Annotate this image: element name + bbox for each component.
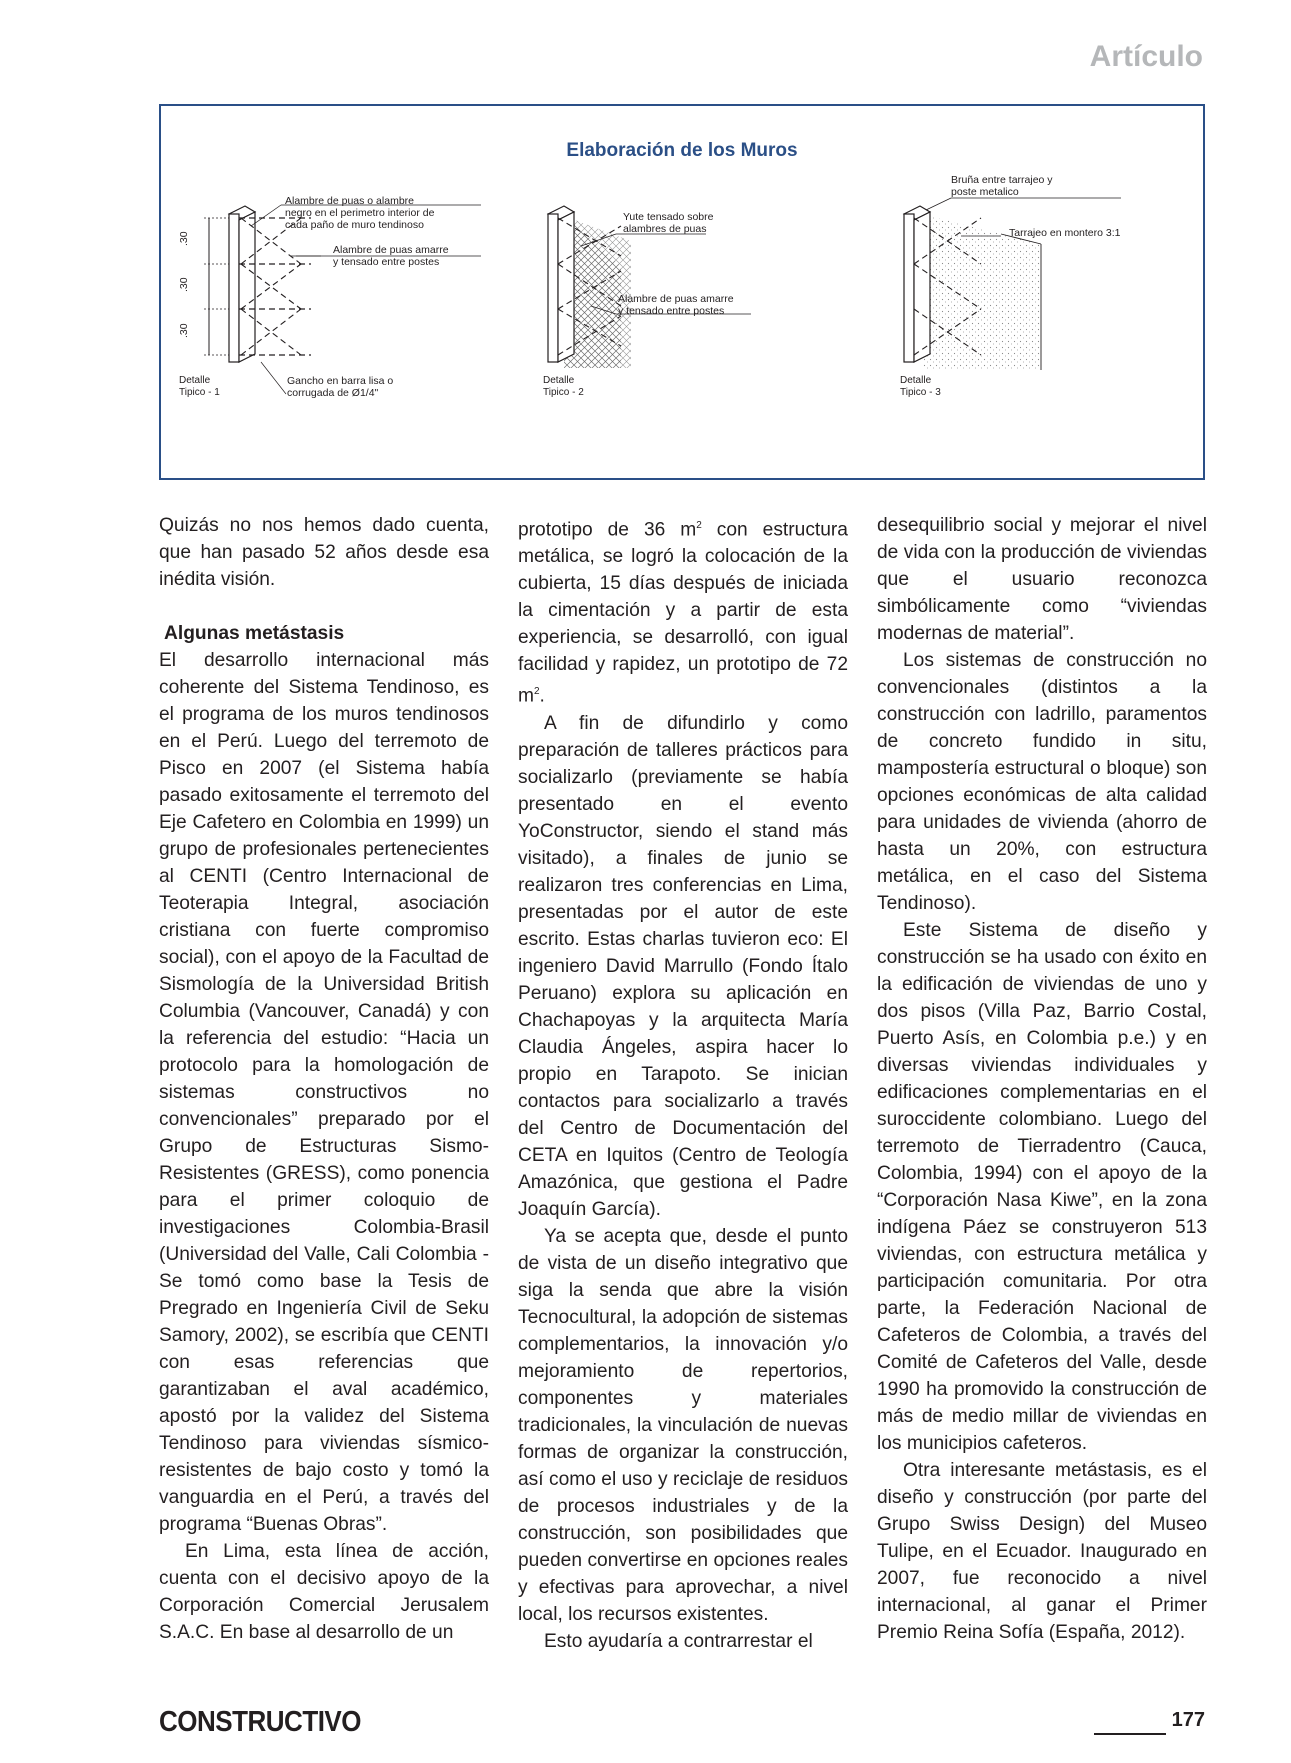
detail-1-note-1c: cada paño de muro tendinoso: [285, 219, 424, 231]
detail-1-caption-a: Detalle: [179, 375, 211, 386]
paragraph: Esto ayudaría a contrarrestar el: [544, 1630, 813, 1652]
superscript: 2: [696, 520, 702, 531]
paragraph: Los sistemas de construcción no convencionales (distintos a la construcción con ladrillo, paramentos de concreto fundido in situ, mampostería estructural o bloque) son opciones económicas de alta calidad para unidades de vivienda (ahorro de hasta un 20%, con estructura metálica, en el caso del Sistema Tendinoso).: [877, 650, 1207, 914]
magazine-brand: CONSTRUCTIVO: [159, 1704, 361, 1738]
text-run: prototipo de 36 m: [518, 519, 697, 541]
paragraph: Este Sistema de diseño y construcción se ha usado con éxito en la edificación de viviendas de uno y dos pisos (Villa Paz, Barrio Costal, Puerto Asís, en Colombia p.e.) y en diversas viviendas individuales y edificaciones complementarias en el suroccidente colombiano. Luego del terremoto de Tierradentro (Cauca, Colombia, 1994) con el apoyo de la “Corporación Nasa Kiwe”, en la zona indígena Páez se construyeron 513 viviendas, con estructura metálica y participación comunitaria. Por otra parte, la Federación Nacional de Cafeteros de Colombia, a través del Comité de Cafeteros del Valle, desde 1990 ha promovido la construcción de más de medio millar de viviendas en los municipios cafeteros.: [877, 920, 1207, 1454]
paragraph: En Lima, esta línea de acción, cuenta con el decisivo apoyo de la Corporación Comercial Jerusalem S.A.C. En base al desarrollo de un: [159, 1541, 489, 1643]
detail-1-note-2a: Alambre de puas amarre: [333, 244, 449, 256]
detail-2-caption-a: Detalle: [543, 375, 575, 386]
subheading: Algunas metástasis: [164, 623, 345, 644]
detail-2-note-1a: Yute tensado sobre: [623, 211, 714, 223]
detail-1-note-3b: corrugada de Ø1/4": [287, 387, 379, 399]
paragraph: Quizás no nos hemos dado cuenta, que han pasado 52 años desde esa inédita visión.: [159, 515, 489, 590]
column-1: [159, 512, 489, 1646]
paragraph: El desarrollo internacional más coherente del Sistema Tendinoso, es el programa de los muros tendinosos en el Perú. Luego del terremoto de Pisco en 2007 (el Sistema había pasado exitosamente el terremoto del Eje Cafetero en Colombia en 1999) un grupo de profesionales pertenecientes al CENTI (Centro Internacional de Teoterapia Integral, asociación cristiana con fuerte compromiso social), con el apoyo de la Facultad de Sismología de la Universidad British Columbia (Vancouver, Canadá) y con la referencia del estudio: “Hacia un protocolo para la homologación de sistemas constructivos no convencionales” preparado por el Grupo de Estructuras Sismo-Resistentes (GRESS), como ponencia para el primer coloquio de investigaciones Colombia-Brasil (Universidad del Valle, Cali Colombia - Se tomó como base la Tesis de Pregrado en Ingeniería Civil de Seku Samory, 2002), se escribía que CENTI con esas referencias que garantizaban el aval académico, apostó por la validez del Sistema Tendinoso para viviendas sísmico-resistentes de bajo costo y tomó la vanguardia en el Perú, a través del programa “Buenas Obras”.: [159, 650, 489, 1535]
detail-3-note-1a: Bruña entre tarrajeo y: [951, 174, 1053, 186]
detail-3-drawing: [904, 198, 1121, 370]
page-number: 177: [1171, 1709, 1205, 1731]
detail-1-caption-b: Tipico - 1: [179, 387, 220, 398]
detail-3-note-2: Tarrajeo en montero 3:1: [1009, 227, 1121, 239]
footer-rule: [1094, 1733, 1166, 1735]
dimension-label-3: .30: [178, 323, 190, 338]
paragraph: A fin de difundirlo y como preparación de talleres prácticos para socializarlo (previamente se había presentado en el evento YoConstructor, siendo el stand más visitado), a finales de junio se realizaron tres conferencias en Lima, presentadas por el autor de este escrito. Estas charlas tuvieron eco: El ingeniero David Marrullo (Fondo Ítalo Peruano) explora su aplicación en Chachapoyas y la arquitecta María Claudia Ángeles, aspira hacer lo propio en Tarapoto. Se inician contactos para socializarlo a través del Centro de Documentación del CETA en Iquitos (Centro de Teología Amazónica, que gestiona el Padre Joaquín García).: [518, 712, 848, 1220]
text-run: .: [539, 685, 545, 707]
text-run: con estructura metálica, se logró la colocación de la cubierta, 15 días después de iniciada la cimentación y a partir de esta experiencia, se desarrolló, con igual facilidad y rapidez, un prototipo de 72 m: [518, 519, 848, 707]
detail-2-note-2b: y tensado entre postes: [618, 305, 725, 317]
superscript: 2: [533, 686, 540, 698]
detail-1-note-1a: Alambre de puas o alambre: [285, 195, 414, 207]
figure-wall-details: [159, 104, 1205, 480]
section-tag: Artículo: [1089, 40, 1203, 73]
wall-details-drawing: [161, 106, 1203, 478]
column-2: [518, 512, 848, 1655]
dimension-label-1: .30: [178, 231, 190, 246]
detail-1-drawing: [204, 205, 481, 394]
paragraph: Ya se acepta que, desde el punto de vista de un diseño integrativo que siga la senda que abre la visión Tecnocultural, la adopción de sistemas complementarios, la innovación y/o mejoramiento de repertorios, componentes y materiales tradicionales, la vinculación de nuevas formas de organizar la construcción, así como el uso y reciclaje de residuos de procesos industriales y de la construcción, son posibilidades que pueden convertirse en opciones reales y efectivas para aprovechar, a nivel local, los recursos existentes.: [518, 1225, 848, 1625]
detail-3-caption-a: Detalle: [900, 375, 932, 386]
detail-1-note-2b: y tensado entre postes: [333, 256, 440, 268]
detail-3-note-1b: poste metalico: [951, 186, 1019, 198]
column-3: [877, 512, 1207, 1646]
article-body: [159, 512, 1205, 1672]
paragraph: [518, 512, 848, 710]
detail-2-note-1b: alambres de puas: [623, 223, 707, 235]
detail-1-note-1b: negro en el perimetro interior de: [285, 207, 435, 219]
dimension-label-2: .30: [178, 277, 190, 292]
detail-2-note-2a: Alambre de puas amarre: [618, 293, 734, 305]
detail-3-caption-b: Tipico - 3: [900, 387, 941, 398]
paragraph: desequilibrio social y mejorar el nivel de vida con la producción de viviendas que el usuario reconozca simbólicamente como “viviendas modernas de material”.: [877, 515, 1207, 644]
paragraph: Otra interesante metástasis, es el diseño y construcción (por parte del Grupo Swiss Design) del Museo Tulipe, en el Ecuador. Inaugurado en 2007, fue reconocido a nivel internacional, al ganar el Primer Premio Reina Sofía (España, 2012).: [877, 1460, 1207, 1643]
figure-title: Elaboración de los Muros: [566, 140, 798, 161]
detail-1-note-3a: Gancho en barra lisa o: [287, 375, 394, 387]
detail-2-caption-b: Tipico - 2: [543, 387, 584, 398]
